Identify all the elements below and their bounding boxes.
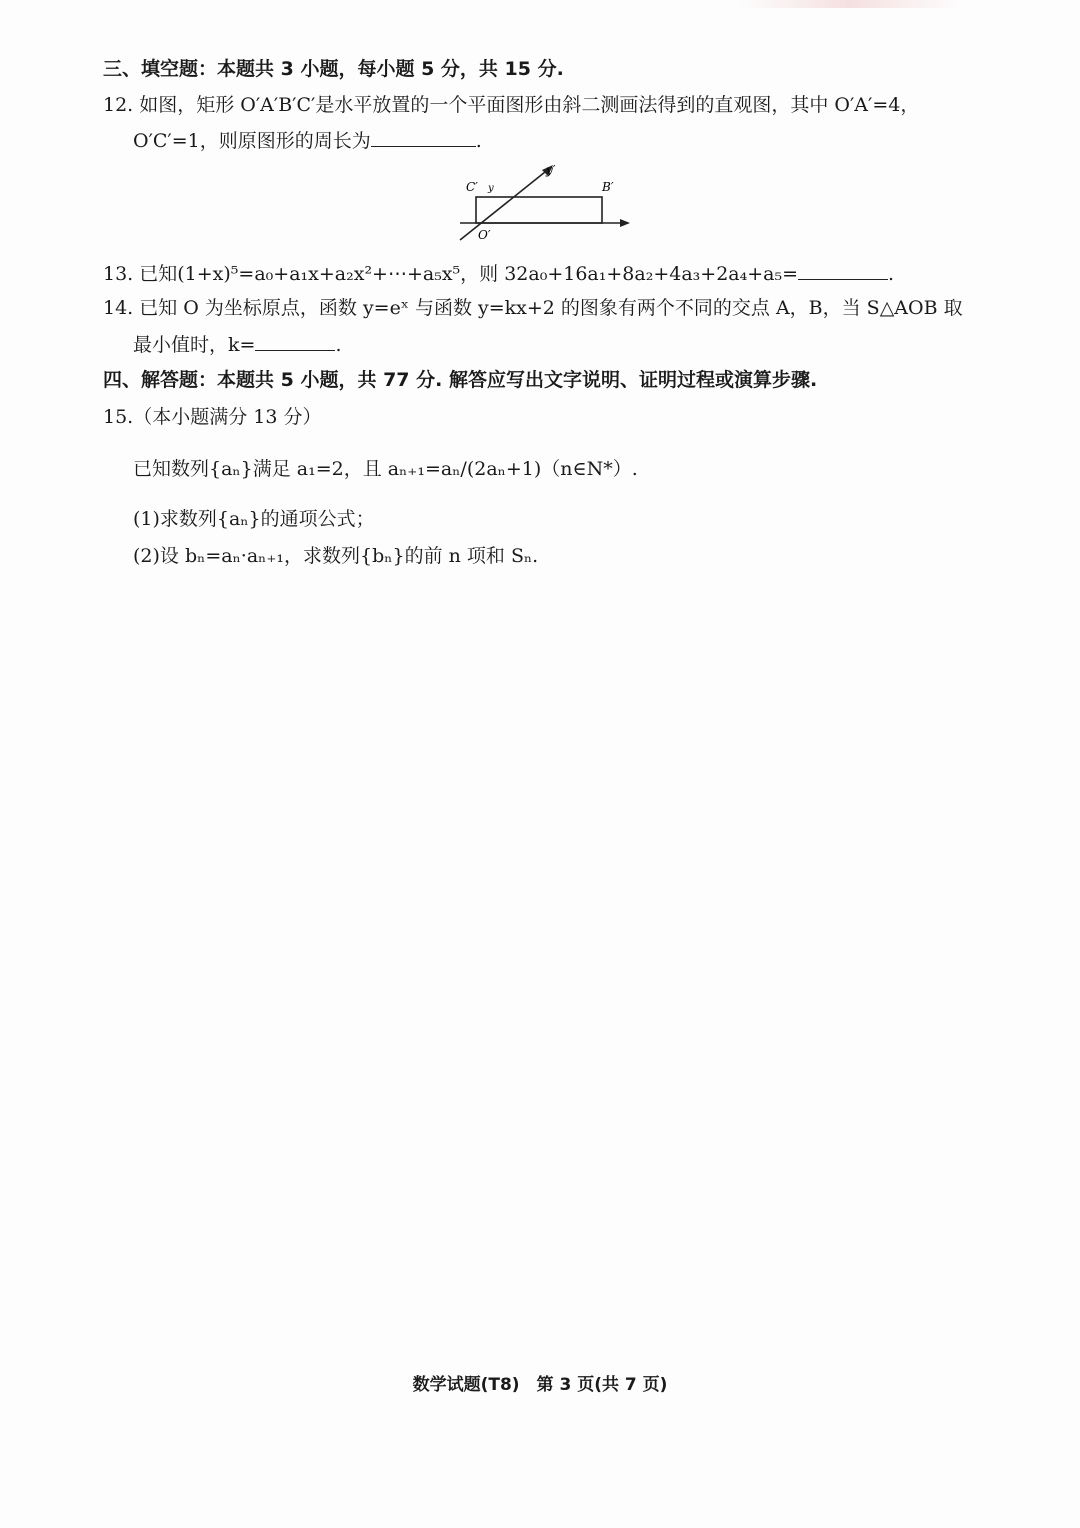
q12-line2	[133, 128, 482, 153]
label-b-prime: B′	[602, 180, 614, 194]
section3-heading: 三、填空题：本题共 3 小题，每小题 5 分，共 15 分.	[103, 58, 564, 80]
q12-end-punct: .	[475, 130, 482, 152]
q12-line2-text: O′C′=1，则原图形的周长为	[133, 130, 371, 152]
q13-end-punct: .	[888, 263, 895, 285]
q12-line1: 12. 如图，矩形 O′A′B′C′是水平放置的一个平面图形由斜二测画法得到的直观图，其中 O′A′=4，	[103, 94, 920, 116]
q15-part1: (1)求数列{aₙ}的通项公式；	[133, 508, 375, 530]
section4-heading: 四、解答题：本题共 5 小题，共 77 分. 解答应写出文字说明、证明过程或演算步骤.	[103, 369, 818, 391]
q13-line	[103, 261, 894, 286]
label-y-small: y	[488, 183, 494, 194]
q14-answer-blank	[255, 332, 335, 351]
rectangle-oabc	[476, 197, 602, 223]
label-c-prime: C′	[466, 180, 478, 194]
page-footer: 数学试题(T8) 第 3 页(共 7 页)	[412, 1375, 668, 1395]
paper-stain	[740, 0, 960, 8]
q13-answer-blank	[798, 261, 888, 280]
q14-line2-text: 最小值时，k=	[133, 334, 256, 356]
q12-answer-blank	[371, 128, 476, 147]
q15-part2: (2)设 bₙ=aₙ·aₙ₊₁，求数列{bₙ}的前 n 项和 Sₙ.	[133, 545, 539, 567]
y-prime-axis-line	[460, 168, 550, 240]
q13-text: 13. 已知(1+x)⁵=a₀+a₁x+a₂x²+⋯+a₅x⁵，则 32a₀+16a₁+8a₂+4a₃+2a₄+a₅=	[103, 263, 799, 285]
q14-line2	[133, 332, 341, 357]
q14-end-punct: .	[335, 334, 342, 356]
oblique-rectangle-figure	[450, 160, 640, 245]
label-o-prime: O′	[478, 228, 491, 242]
q15-stem: 已知数列{aₙ}满足 a₁=2，且 aₙ₊₁=aₙ/(2aₙ+1)（n∈N*）.	[133, 458, 638, 480]
q14-line1: 14. 已知 O 为坐标原点，函数 y=eˣ 与函数 y=kx+2 的图象有两个不同的交点 A，B，当 S△AOB 取	[103, 297, 963, 319]
label-y-prime: y′	[546, 163, 556, 177]
q15-title: 15.（本小题满分 13 分）	[103, 406, 322, 428]
x-axis-arrow	[620, 219, 630, 227]
